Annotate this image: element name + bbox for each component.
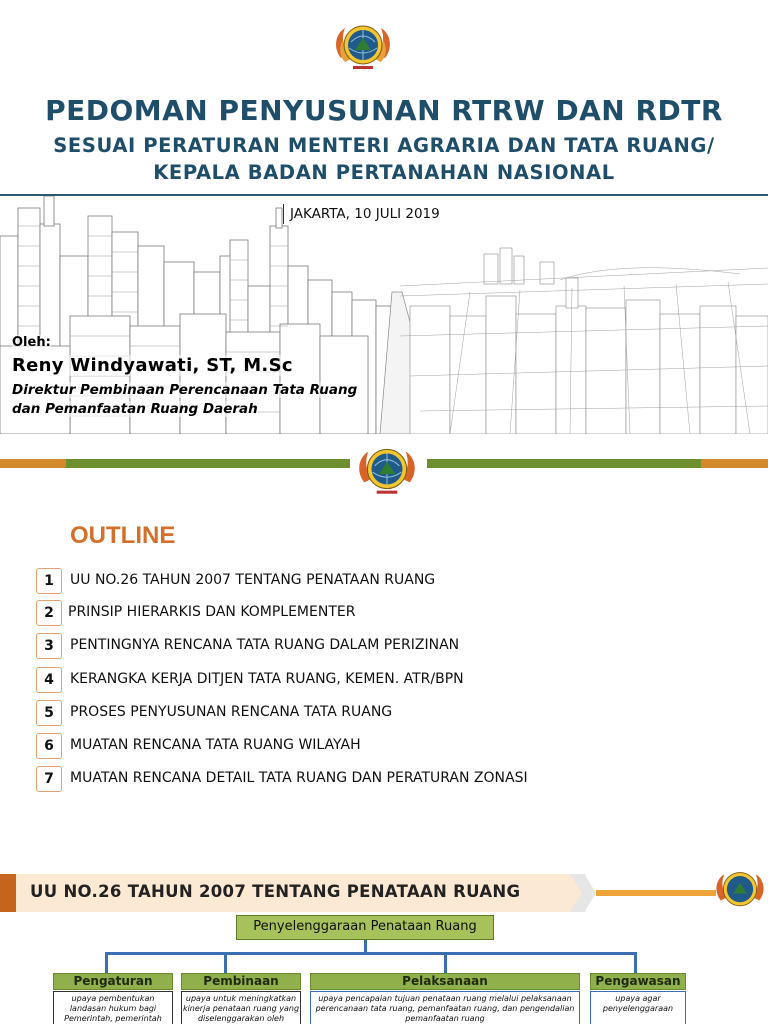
presenter-label: Oleh: [12,335,51,350]
category-description: upaya pencapaian tujuan penataan ruang melalui pelaksanaan perencanaan tata ruang, pemanfaatan ruang, dan pengendalian pemanfaatan ruang [310,991,580,1024]
presenter-name: Reny Windyawati, ST, M.Sc [12,355,293,376]
outline-item-text: PROSES PENYUSUNAN RENCANA TATA RUANG [70,704,393,720]
connector-line [444,952,447,973]
city-skyline-illustration [0,196,768,434]
decorative-band-orange-left [0,459,66,468]
decorative-orange-line [596,890,716,896]
outline-item-number: 1 [36,568,62,594]
outline-item-text: UU NO.26 TAHUN 2007 TENTANG PENATAAN RUANG [70,572,436,588]
category-description: upaya pembentukan landasan hukum bagi Pemerintah, pemerintah [53,991,173,1024]
outline-item-text: KERANGKA KERJA DITJEN TATA RUANG, KEMEN. ATR/BPN [70,671,464,687]
presentation-subtitle-line2: KEPALA BADAN PERTANAHAN NASIONAL [153,161,615,184]
title-accent-bar [0,874,16,912]
category-pengawasan: Pengawasan [590,973,686,990]
connector-line [105,952,637,955]
presenter-role-line1: Direktur Pembinaan Perencanaan Tata Ruang [12,382,358,398]
atr-bpn-emblem-icon [354,441,420,499]
org-chart-root: Penyelenggaraan Penataan Ruang [236,915,494,940]
atr-bpn-emblem-icon [712,864,768,916]
outline-item [36,568,736,596]
outline-item-number: 6 [36,733,62,759]
outline-item-text: MUATAN RENCANA TATA RUANG WILAYAH [70,737,361,753]
presentation-title: PEDOMAN PENYUSUNAN RTRW DAN RDTR [45,94,723,127]
event-date: JAKARTA, 10 JULI 2019 [283,204,440,224]
decorative-band-orange-right [701,459,768,468]
outline-item [36,733,736,761]
outline-item-text: PENTINGNYA RENCANA TATA RUANG DALAM PERIZINAN [70,637,460,653]
connector-line [224,952,227,973]
outline-item [36,667,736,695]
law-structure-slide [0,862,768,1024]
connector-line [105,952,108,973]
presenter-role-line2: dan Pemanfaatan Ruang Daerah [12,401,258,417]
outline-item-number: 5 [36,700,62,726]
category-pengaturan: Pengaturan [53,973,173,990]
atr-bpn-emblem-icon [331,18,395,74]
decorative-band-green-right [427,459,701,468]
outline-item-number: 7 [36,766,62,792]
category-description: upaya agar penyelenggaraan [590,991,686,1024]
outline-item [36,633,736,661]
slide-title: UU NO.26 TAHUN 2007 TENTANG PENATAAN RUANG [30,882,521,901]
presentation-subtitle-line1: SESUAI PERATURAN MENTERI AGRARIA DAN TATA RUANG/ [53,134,715,157]
outline-item [36,600,736,628]
outline-item-number: 4 [36,667,62,693]
connector-line [634,952,637,973]
category-description: upaya untuk meningkatkan kinerja penataan ruang yang diselenggarakan oleh [181,991,301,1024]
outline-item-number: 3 [36,633,62,659]
outline-slide [0,440,768,835]
outline-item-text: MUATAN RENCANA DETAIL TATA RUANG DAN PERATURAN ZONASI [70,770,528,786]
category-pembinaan: Pembinaan [181,973,301,990]
outline-heading: OUTLINE [70,522,176,549]
category-pelaksanaan: Pelaksanaan [310,973,580,990]
outline-item [36,766,736,794]
decorative-band-green-left [66,459,350,468]
outline-item [36,700,736,728]
outline-item-number: 2 [36,600,62,626]
outline-item-text: PRINSIP HIERARKIS DAN KOMPLEMENTER [68,604,356,620]
title-slide [0,0,768,440]
